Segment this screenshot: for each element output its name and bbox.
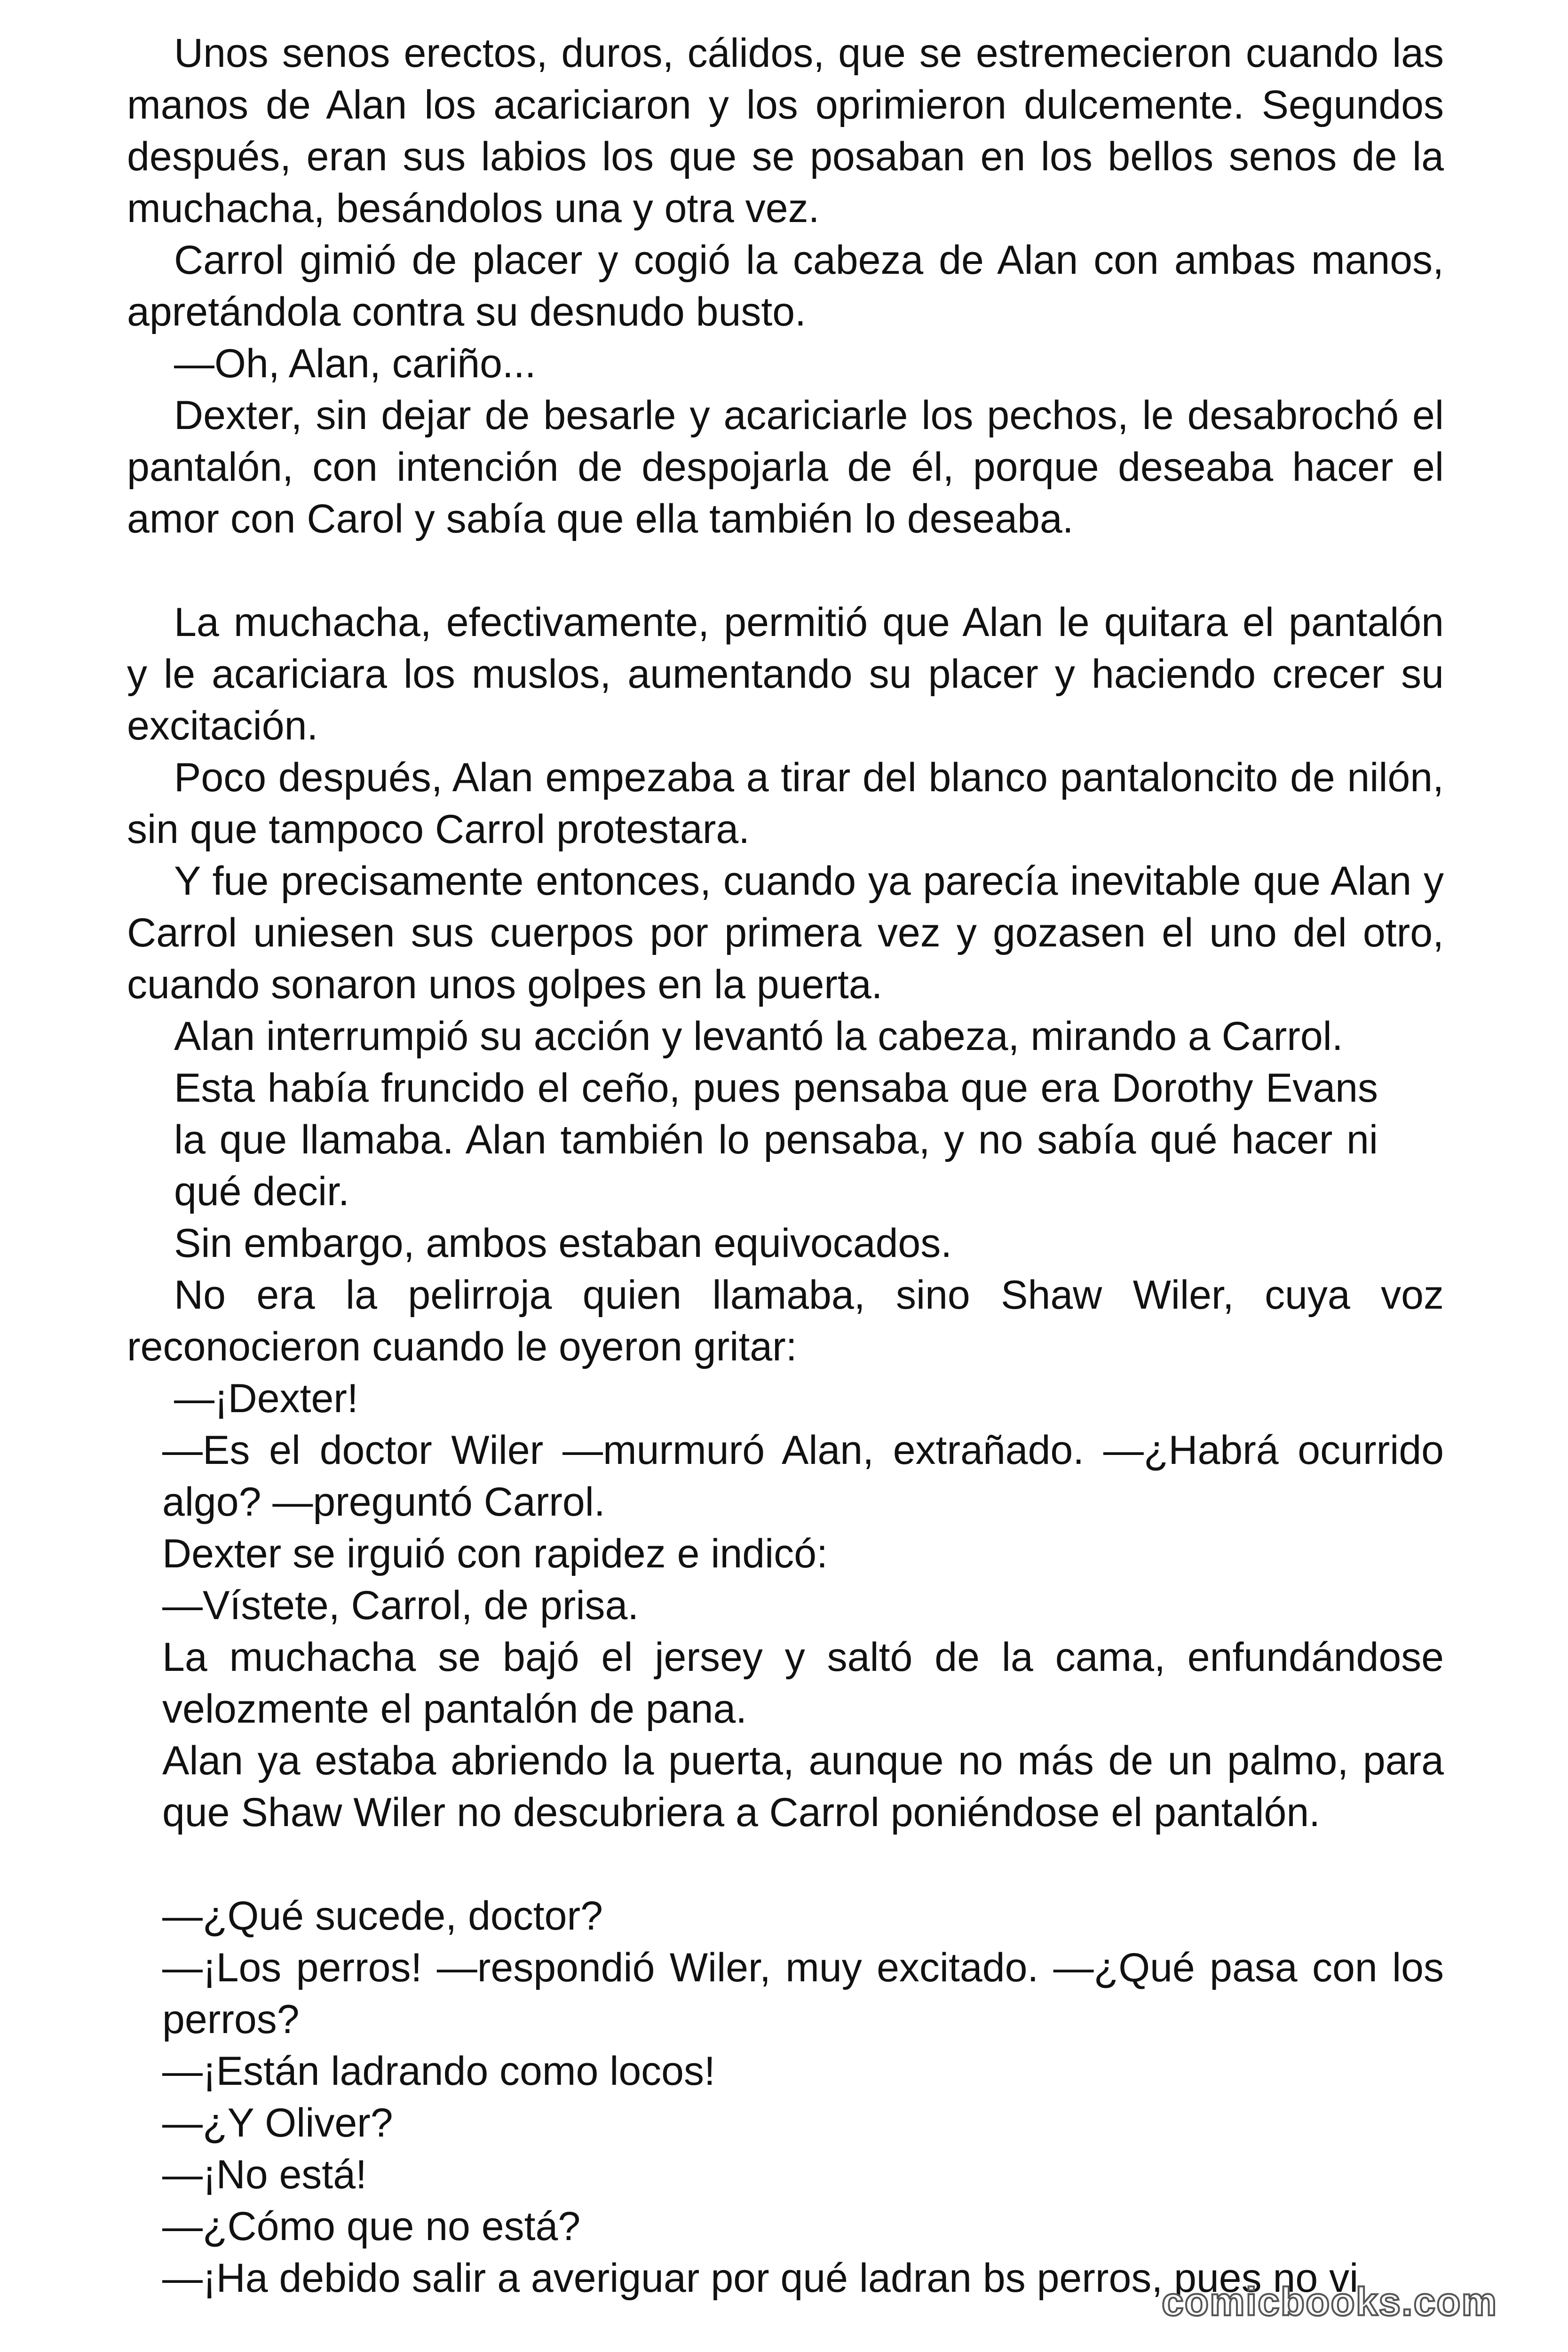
paragraph: Dexter se irguió con rapidez e indicó: <box>162 1531 828 1576</box>
paragraph: Dexter, sin dejar de besarle y acariciarle los pechos, le desabrochó el pantalón, con intención de despojarla de él, porque deseaba hacer el amor con Carol y sabía que ella también lo deseaba. <box>127 393 1444 541</box>
paragraph: —¡Ha debido salir a averiguar por qué ladran bs perros, pues no vi <box>162 2256 1359 2301</box>
paragraph: Sin embargo, ambos estaban equivocados. <box>174 1221 952 1266</box>
paragraph: Unos senos erectos, duros, cálidos, que se estremecieron cuando las manos de Alan los acariciaron y los oprimieron dulcemente. Segundos después, eran sus labios los que se posaban en los bellos senos de la muchacha, besándolos una y otra vez. <box>127 31 1444 231</box>
paragraph: Poco después, Alan empezaba a tirar del blanco pantaloncito de nilón, sin que tampoco Carrol protestara. <box>127 755 1444 852</box>
paragraph: Alan interrumpió su acción y levantó la cabeza, mirando a Carrol. <box>174 1014 1343 1059</box>
paragraph: Esta había fruncido el ceño, pues pensaba que era Dorothy Evans la que llamaba. Alan también lo pensaba, y no sabía qué hacer ni qué decir. <box>174 1065 1378 1214</box>
paragraph: —Vístete, Carrol, de prisa. <box>162 1583 639 1628</box>
paragraph: —¡Dexter! <box>174 1376 358 1421</box>
paragraph: Y fue precisamente entonces, cuando ya parecía inevitable que Alan y Carrol uniesen sus cuerpos por primera vez y gozasen el uno del otro, cuando sonaron unos golpes en la puerta. <box>127 858 1444 1007</box>
paragraph: Carrol gimió de placer y cogió la cabeza de Alan con ambas manos, apretándola contra su desnudo busto. <box>127 238 1444 334</box>
paragraph: —Es el doctor Wiler —murmuró Alan, extrañado. —¿Habrá ocurrido algo? —preguntó Carrol. <box>162 1428 1444 1525</box>
paragraph: —¿Qué sucede, doctor? <box>162 1893 603 1939</box>
paragraph: La muchacha, efectivamente, permitió que Alan le quitara el pantalón y le acariciara los muslos, aumentando su placer y haciendo crecer su excitación. <box>127 600 1444 748</box>
paragraph: —Oh, Alan, cariño... <box>174 341 536 386</box>
paragraph: Alan ya estaba abriendo la puerta, aunque no más de un palmo, para que Shaw Wiler no descubriera a Carrol poniéndose el pantalón. <box>162 1738 1444 1835</box>
paragraph: —¡No está! <box>162 2152 367 2197</box>
paragraph: —¡Están ladrando como locos! <box>162 2049 715 2094</box>
watermark: comicbooks.com <box>1162 2280 1498 2324</box>
paragraph: La muchacha se bajó el jersey y saltó de la cama, enfundándose velozmente el pantalón de pana. <box>162 1635 1444 1732</box>
paragraph: —¿Y Oliver? <box>162 2100 393 2145</box>
paragraph: —¿Cómo que no está? <box>162 2204 581 2249</box>
paragraph: —¡Los perros! —respondió Wiler, muy excitado. —¿Qué pasa con los perros? <box>162 1945 1444 2042</box>
paragraph: No era la pelirroja quien llamaba, sino Shaw Wiler, cuya voz reconocieron cuando le oyeron gritar: <box>127 1272 1444 1369</box>
